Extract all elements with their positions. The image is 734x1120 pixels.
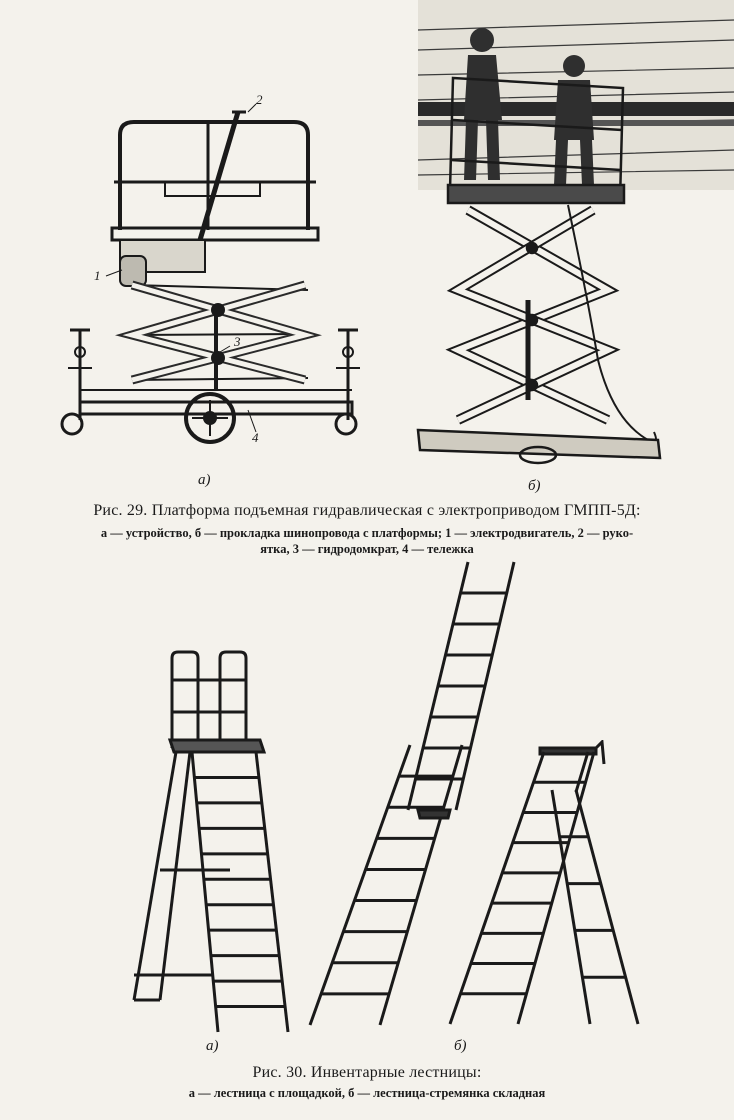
busbar-installation-drawing <box>398 0 734 470</box>
fig30-label-b: б) <box>454 1038 467 1054</box>
figure-29a-lift-device <box>50 90 380 450</box>
ladder-platform-drawing <box>120 640 310 1035</box>
callout-1: 1 <box>94 268 101 283</box>
fig29-caption: Рис. 29. Платформа подъемная гидравлическая с электроприводом ГМПП-5Д: <box>93 502 641 519</box>
fig29-legend-line1: а — устройство, б — прокладка шинопровода с платформы; 1 — электродвигатель, 2 — руко- <box>100 526 634 540</box>
fig29-legend-line2: ятка, 3 — гидродомкрат, 4 — тележка <box>260 542 474 556</box>
callout-3: 3 <box>234 334 241 349</box>
figure-30c-folding-step-ladder <box>440 740 650 1030</box>
fig30-legend: а — лестница с площадкой, б — лестница-стремянка складная <box>188 1086 546 1100</box>
figure-30a-ladder-with-platform <box>120 640 310 1035</box>
fig30-caption: Рис. 30. Инвентарные лестницы: <box>252 1064 482 1081</box>
callout-2: 2 <box>256 92 263 107</box>
fig30-label-a: а) <box>206 1038 219 1054</box>
step-ladder-drawing <box>440 740 650 1030</box>
figure-29b-busbar-installation <box>398 0 734 470</box>
fig29-label-a: а) <box>198 472 211 488</box>
callout-4: 4 <box>252 430 259 445</box>
fig29-label-b: б) <box>528 478 541 494</box>
